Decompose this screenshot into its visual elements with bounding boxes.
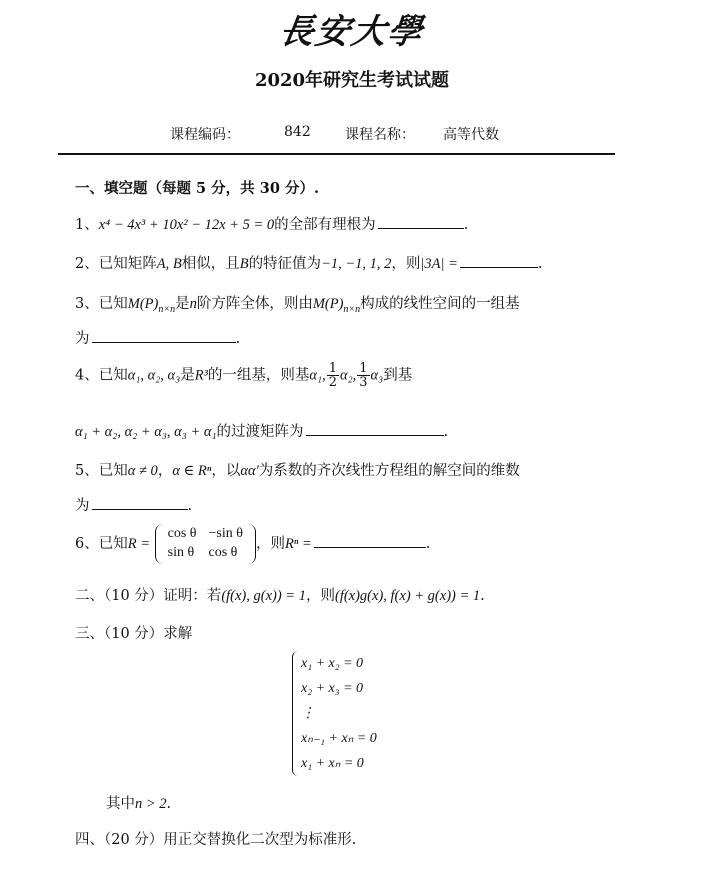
- course-name-label: 课程名称：: [345, 127, 415, 143]
- equation-row: x₂ + x₃ = 0: [301, 681, 364, 696]
- question-3: 3、已知$M(P)_{n\times n}$是n阶方阵全体，则由$M(P)_{n\times n}$构成的线性空间的一组基: [75, 296, 520, 315]
- section3-heading: 三、（10 分）求解: [75, 626, 193, 642]
- answer-blank: [92, 508, 188, 510]
- question-3-line2: 为 .: [75, 331, 241, 347]
- equation-row: xₙ₋₁ + xₙ = 0: [301, 731, 377, 746]
- fraction-half: $\frac{1}{2}$: [328, 361, 337, 390]
- equation-row: x₁ + x₂ = 0: [301, 656, 364, 671]
- answer-blank: [460, 266, 538, 268]
- answer-blank: [314, 546, 426, 548]
- q1-equation: x⁴ − 4x³ + 10x² − 12x + 5 = 0: [98, 217, 275, 233]
- answer-blank: [306, 434, 444, 436]
- question-2: 2、已知矩阵A, B相似，且B的特征值为−1, −1, 1, 2，则|3A| = .: [75, 256, 543, 272]
- answer-blank: [92, 341, 236, 343]
- course-code: 842: [284, 124, 311, 140]
- equation-row: ⋮: [301, 706, 315, 721]
- question-5: 5、已知α ≠ 0，α ∈ Rⁿ，以αα′为系数的齐次线性方程组的解空间的维数: [75, 463, 520, 479]
- question-4-line2: α₁ + α₂, α₂ + α₃, α₃ + α₁的过渡矩阵为 .: [75, 424, 449, 440]
- answer-blank: [378, 227, 464, 229]
- question-6: 6、已知R = cos θ −sin θ sin θ cos θ ，则Rⁿ = .: [75, 524, 430, 564]
- section3-condition: 其中n > 2.: [106, 796, 172, 812]
- section1-heading: 一、填空题（每题 5 分，共 30 分）.: [75, 180, 320, 197]
- section4-question: 四、（20 分）用正交替换化二次型为标准形.: [75, 832, 357, 848]
- exam-title: 2020年研究生考试试题: [254, 70, 450, 91]
- university-logo: 長安大學: [276, 12, 427, 52]
- course-name: 高等代数: [443, 127, 499, 143]
- equation-system: [292, 651, 377, 776]
- header-divider: [58, 153, 615, 155]
- question-5-line2: 为 .: [75, 498, 193, 514]
- equation-row: x₁ + xₙ = 0: [301, 756, 364, 771]
- course-code-label: 课程编码：: [170, 127, 240, 143]
- question-4: 4、已知α₁, α₂, α₃是R³的一组基，则基α₁, $\frac{1}{2}$ α₂, $\frac{1}{3}$ α₃到基: [75, 361, 413, 390]
- section2-question: 二、（10 分）证明：若(f(x), g(x)) = 1，则(f(x)g(x), f(x) + g(x)) = 1.: [75, 588, 485, 604]
- fraction-third: $\frac{1}{3}$: [359, 361, 368, 390]
- rotation-matrix: cos θ −sin θ sin θ cos θ: [155, 524, 256, 564]
- question-1: 1、x⁴ − 4x³ + 10x² − 12x + 5 = 0的全部有理根为 .: [75, 217, 469, 233]
